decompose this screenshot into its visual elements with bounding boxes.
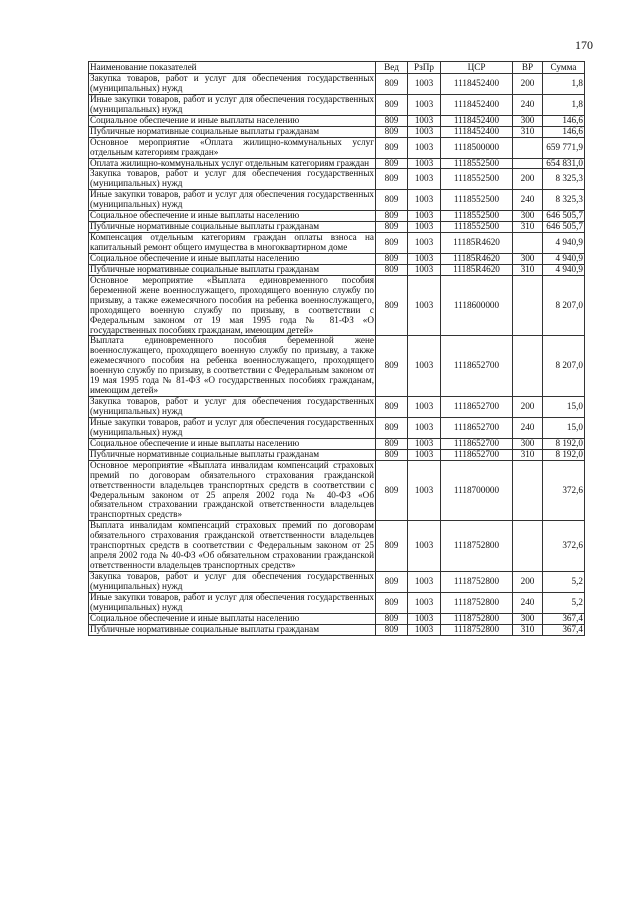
cell-name: Иные закупки товаров, работ и услуг для обеспечения государственных (муниципальных) нужд [90,189,374,210]
cell-sum: 8 207,0 [543,275,585,336]
cell-rzpr: 1003 [408,264,441,275]
cell-csr: 1118652700 [441,449,513,460]
cell-csr: 1118500000 [441,137,513,158]
cell-sum: 4 940,9 [543,253,585,264]
cell-name: Закупка товаров, работ и услуг для обеспечения государственных (муниципальных) нужд [90,571,374,591]
table-row [89,211,585,222]
cell-sum: 146,6 [543,115,585,126]
cell-name: Основное мероприятие «Оплата жилищно-коммунальных услуг отдельным категориям граждан» [90,136,374,157]
cell-csr: 1118700000 [441,460,513,521]
cell-vr: 240 [513,94,543,115]
cell-name: Иные закупки товаров, работ и услуг для обеспечения государственных (муниципальных) нужд [90,416,374,437]
cell-rzpr: 1003 [408,115,441,126]
cell-rzpr: 1003 [408,275,441,336]
cell-ved: 809 [376,158,408,169]
cell-ved: 809 [376,115,408,126]
cell-csr: 11185R4620 [441,253,513,264]
cell-vr [513,233,543,254]
table-row [89,190,585,211]
cell-rzpr: 1003 [408,253,441,264]
cell-vr: 310 [513,624,543,635]
header-ved: Вед [376,62,408,74]
cell-csr: 1118752800 [441,624,513,635]
cell-csr: 1118652700 [441,438,513,449]
cell-vr: 200 [513,169,543,190]
budget-table [88,61,585,636]
cell-vr: 300 [513,253,543,264]
cell-vr: 300 [513,211,543,222]
cell-sum: 146,6 [543,126,585,137]
cell-sum: 15,0 [543,397,585,418]
cell-sum: 372,6 [543,460,585,521]
cell-vr [513,336,543,397]
cell-csr: 1118452400 [441,74,513,95]
table-row [89,624,585,635]
cell-vr: 200 [513,397,543,418]
cell-rzpr: 1003 [408,158,441,169]
cell-name: Компенсация отдельным категориям граждан оплаты взноса на капитальный ремонт общего имущества в многоквартирном доме [90,232,374,252]
cell-vr [513,521,543,572]
cell-csr: 11185R4620 [441,233,513,254]
cell-sum: 1,8 [543,94,585,115]
cell-rzpr: 1003 [408,417,441,438]
cell-csr: 1118652700 [441,417,513,438]
cell-vr: 200 [513,572,543,593]
cell-sum: 8 192,0 [543,449,585,460]
table-row [89,336,585,397]
table-row [89,74,585,95]
cell-rzpr: 1003 [408,449,441,460]
cell-ved: 809 [376,190,408,211]
cell-csr: 1118600000 [441,275,513,336]
table-row [89,521,585,572]
cell-csr: 1118652700 [441,397,513,418]
cell-ved: 809 [376,572,408,593]
cell-sum: 8 325,3 [543,169,585,190]
cell-sum: 5,2 [543,572,585,593]
cell-csr: 11185R4620 [441,264,513,275]
cell-ved: 809 [376,126,408,137]
cell-ved: 809 [376,137,408,158]
cell-sum: 367,4 [543,613,585,624]
cell-name: Публичные нормативные социальные выплаты гражданам [89,624,376,635]
cell-sum: 8 325,3 [543,190,585,211]
cell-ved: 809 [376,460,408,521]
table-row [89,613,585,624]
header-csr: ЦСР [441,62,513,74]
cell-vr: 300 [513,115,543,126]
cell-rzpr: 1003 [408,438,441,449]
table-row [89,264,585,275]
cell-name: Социальное обеспечение и иные выплаты населению [89,613,376,624]
cell-ved: 809 [376,222,408,233]
table-row [89,158,585,169]
cell-ved: 809 [376,94,408,115]
cell-rzpr: 1003 [408,397,441,418]
cell-csr: 1118552500 [441,211,513,222]
cell-name: Социальное обеспечение и иные выплаты населению [89,253,376,264]
cell-vr: 310 [513,222,543,233]
cell-ved: 809 [376,449,408,460]
cell-csr: 1118552500 [441,158,513,169]
cell-ved: 809 [376,253,408,264]
header-sum: Сумма [543,62,585,74]
cell-sum: 8 192,0 [543,438,585,449]
cell-csr: 1118552500 [441,169,513,190]
cell-sum: 367,4 [543,624,585,635]
cell-vr [513,275,543,336]
cell-ved: 809 [376,417,408,438]
cell-name: Закупка товаров, работ и услуг для обеспечения государственных (муниципальных) нужд [90,168,374,189]
table-row [89,126,585,137]
cell-csr: 1118452400 [441,115,513,126]
cell-rzpr: 1003 [408,137,441,158]
cell-csr: 1118552500 [441,222,513,233]
header-rzpr: РзПр [408,62,441,74]
page-number: 170 [575,38,593,52]
cell-name: Публичные нормативные социальные выплаты гражданам [89,222,376,233]
cell-rzpr: 1003 [408,613,441,624]
cell-vr: 240 [513,592,543,613]
cell-ved: 809 [376,275,408,336]
cell-ved: 809 [376,211,408,222]
header-vr: ВР [513,62,543,74]
cell-ved: 809 [376,169,408,190]
cell-name: Закупка товаров, работ и услуг для обеспечения государственных (муниципальных) нужд [90,73,374,93]
cell-rzpr: 1003 [408,222,441,233]
cell-sum: 646 505,7 [543,222,585,233]
table-row [89,169,585,190]
table-row [89,438,585,449]
table-row [89,572,585,593]
cell-ved: 809 [376,613,408,624]
cell-name: Публичные нормативные социальные выплаты гражданам [89,449,376,460]
table-row [89,233,585,254]
cell-csr: 1118652700 [441,336,513,397]
cell-rzpr: 1003 [408,336,441,397]
cell-rzpr: 1003 [408,521,441,572]
cell-rzpr: 1003 [408,592,441,613]
cell-sum: 5,2 [543,592,585,613]
cell-csr: 1118552500 [441,190,513,211]
table-header-row [89,62,585,74]
cell-csr: 1118752800 [441,592,513,613]
cell-ved: 809 [376,521,408,572]
header-name: Наименование показателей [89,62,376,74]
cell-sum: 4 940,9 [543,264,585,275]
cell-rzpr: 1003 [408,94,441,115]
cell-vr: 240 [513,190,543,211]
table-row [89,253,585,264]
table-row [89,417,585,438]
cell-name: Иные закупки товаров, работ и услуг для обеспечения государственных (муниципальных) нужд [90,591,374,612]
cell-vr: 300 [513,613,543,624]
cell-rzpr: 1003 [408,190,441,211]
cell-name: Социальное обеспечение и иные выплаты населению [89,438,376,449]
cell-vr: 310 [513,264,543,275]
cell-vr [513,158,543,169]
cell-vr: 310 [513,126,543,137]
table-row [89,137,585,158]
cell-csr: 1118752800 [441,613,513,624]
cell-rzpr: 1003 [408,624,441,635]
table-row [89,94,585,115]
cell-sum: 4 940,9 [543,233,585,254]
cell-name: Выплата инвалидам компенсаций страховых премий по договорам обязательного страхования гражданской ответственности владельцев транспортных средств в соответствии с Федеральным законом от 25 апреля 2002 года № 40-ФЗ «Об обязательном страховании гражданской ответственности владельцев транспортных средств» [90,520,374,571]
cell-vr: 200 [513,74,543,95]
cell-sum: 372,6 [543,521,585,572]
cell-rzpr: 1003 [408,211,441,222]
cell-vr: 300 [513,438,543,449]
cell-name: Закупка товаров, работ и услуг для обеспечения государственных (муниципальных) нужд [90,396,374,416]
cell-ved: 809 [376,264,408,275]
cell-ved: 809 [376,336,408,397]
cell-rzpr: 1003 [408,460,441,521]
cell-name: Основное мероприятие «Выплата инвалидам компенсаций страховых премий по договорам обязательного страхования гражданской ответственности владельцев транспортных средств в соответствии с Федеральным законом от 25 апреля 2002 года № 40-ФЗ «Об обязательном страховании гражданской ответственности владельцев транспортных средств» [90,459,374,520]
cell-rzpr: 1003 [408,126,441,137]
cell-ved: 809 [376,74,408,95]
cell-ved: 809 [376,438,408,449]
cell-vr [513,137,543,158]
table-row [89,397,585,418]
cell-sum: 659 771,9 [543,137,585,158]
cell-rzpr: 1003 [408,169,441,190]
table-row [89,460,585,521]
cell-ved: 809 [376,397,408,418]
cell-name: Публичные нормативные социальные выплаты гражданам [89,264,376,275]
cell-csr: 1118752800 [441,521,513,572]
cell-sum: 646 505,7 [543,211,585,222]
cell-sum: 654 831,0 [543,158,585,169]
cell-name: Выплата единовременного пособия беременной жене военнослужащего, проходящего военную службу по призыву, а также ежемесячного пособия на ребенка военнослужащего, проходящего военную службу по призыву, в соответствии с Федеральным законом от 19 мая 1995 года № 81-ФЗ «О государственных пособиях гражданам, имеющим детей» [90,335,374,396]
cell-sum: 1,8 [543,74,585,95]
cell-sum: 15,0 [543,417,585,438]
cell-ved: 809 [376,624,408,635]
cell-vr: 240 [513,417,543,438]
table-row [89,275,585,336]
cell-rzpr: 1003 [408,233,441,254]
cell-ved: 809 [376,233,408,254]
cell-vr [513,460,543,521]
cell-vr: 310 [513,449,543,460]
cell-csr: 1118452400 [441,126,513,137]
table-row [89,222,585,233]
cell-csr: 1118752800 [441,572,513,593]
table-row [89,592,585,613]
cell-ved: 809 [376,592,408,613]
table-row [89,115,585,126]
cell-csr: 1118452400 [441,94,513,115]
cell-name: Социальное обеспечение и иные выплаты населению [89,115,376,126]
cell-name: Публичные нормативные социальные выплаты гражданам [89,126,376,137]
cell-name: Иные закупки товаров, работ и услуг для обеспечения государственных (муниципальных) нужд [90,93,374,114]
cell-name: Основное мероприятие «Выплата единовременного пособия беременной жене военнослужащего, проходящего военную службу по призыву, а также ежемесячного пособия на ребенка военнослужащего, проходящего военную службу по призыву, в соответствии с Федеральным законом от 19 мая 1995 года № 81-ФЗ «О государственных пособиях гражданам, имеющим детей» [90,274,374,335]
cell-rzpr: 1003 [408,572,441,593]
cell-name: Социальное обеспечение и иные выплаты населению [89,211,376,222]
cell-rzpr: 1003 [408,74,441,95]
cell-name: Оплата жилищно-коммунальных услуг отдельным категориям граждан [89,158,376,169]
table-row [89,449,585,460]
cell-sum: 8 207,0 [543,336,585,397]
